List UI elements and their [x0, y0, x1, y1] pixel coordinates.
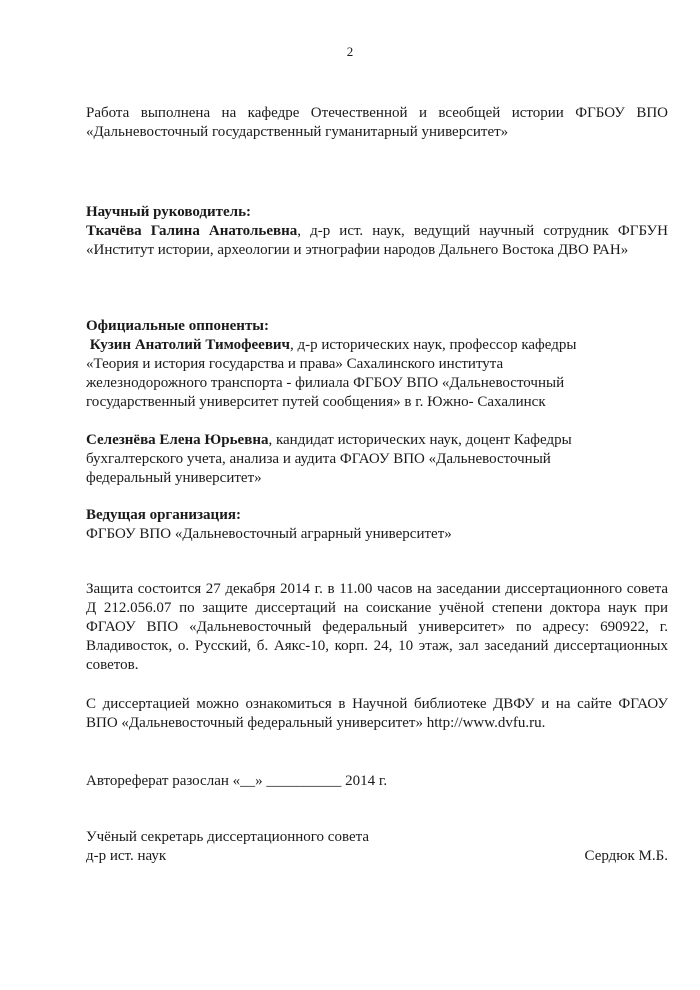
opponent-first-line1: Кузин Анатолий Тимофеевич, д-р исторических наук, профессор кафедры [89, 337, 577, 353]
supervisor-name: Ткачёва Галина Анатольевна [86, 223, 298, 239]
lead-org-section [86, 506, 668, 544]
opponent-first-line3: железнодорожного транспорта - филиала ФГБОУ ВПО «Дальневосточный [86, 375, 565, 391]
secretary-name: Сердюк М.Б. [584, 848, 668, 864]
opponent-second [86, 431, 668, 488]
opponent-first-line4: государственный университет путей сообщения» в г. Южно- Сахалинск [86, 394, 546, 410]
lead-org-text: ФГБОУ ВПО «Дальневосточный аграрный университет» [86, 526, 452, 542]
opponent-second-name: Селезнёва Елена Юрьевна [86, 432, 269, 448]
distribution-line: Автореферат разослан «__» __________ 2014 г. [86, 773, 388, 789]
page-number: 2 [346, 44, 354, 59]
opponent-second-line1: Селезнёва Елена Юрьевна, кандидат исторических наук, доцент Кафедры [86, 432, 572, 448]
secretary-degree: д-р ист. наук [86, 848, 167, 864]
opponent-second-line2: бухгалтерского учета, анализа и аудита ФГАОУ ВПО «Дальневосточный [86, 451, 551, 467]
intro-paragraph: Работа выполнена на кафедре Отечественной и всеобщей истории ФГБОУ ВПО «Дальневосточный государственный гуманитарный университет» [86, 105, 668, 140]
lead-org-heading: Ведущая организация: [86, 507, 241, 523]
opponents-section [86, 317, 668, 412]
opponent-second-line3: федеральный университет» [86, 470, 262, 486]
secretary-title: Учёный секретарь диссертационного совета [86, 829, 369, 845]
supervisor-details: , д-р ист. наук, ведущий научный сотрудник ФГБУН «Институт истории, археологии и этнографии народов Дальнего Востока ДВО РАН» [86, 223, 668, 258]
supervisor-section [86, 203, 668, 260]
secretary-row [86, 847, 668, 866]
defense-paragraph: Защита состоится 27 декабря 2014 г. в 11.00 часов на заседании диссертационного совета Д 212.056.07 по защите диссертаций на соискание учёной степени доктора наук при ФГАОУ ВПО «Дальневосточный федеральный университет» по адресу: 690922, г. Владивосток, о. Русский, б. Аякс-10, корп. 24, 10 этаж, зал заседаний диссертационных советов. [86, 581, 668, 673]
opponent-first-name: Кузин Анатолий Тимофеевич [89, 337, 291, 353]
opponent-first-line2: «Теория и история государства и права» Сахалинского института [86, 356, 504, 372]
library-paragraph: С диссертацией можно ознакомиться в Научной библиотеке ДВФУ и на сайте ФГАОУ ВПО «Дальневосточный федеральный университет» http://www.dvfu.ru. [86, 696, 668, 731]
secretary-block [86, 828, 668, 866]
supervisor-paragraph [86, 222, 668, 260]
supervisor-heading: Научный руководитель: [86, 204, 251, 220]
opponents-heading: Официальные оппоненты: [86, 318, 270, 334]
